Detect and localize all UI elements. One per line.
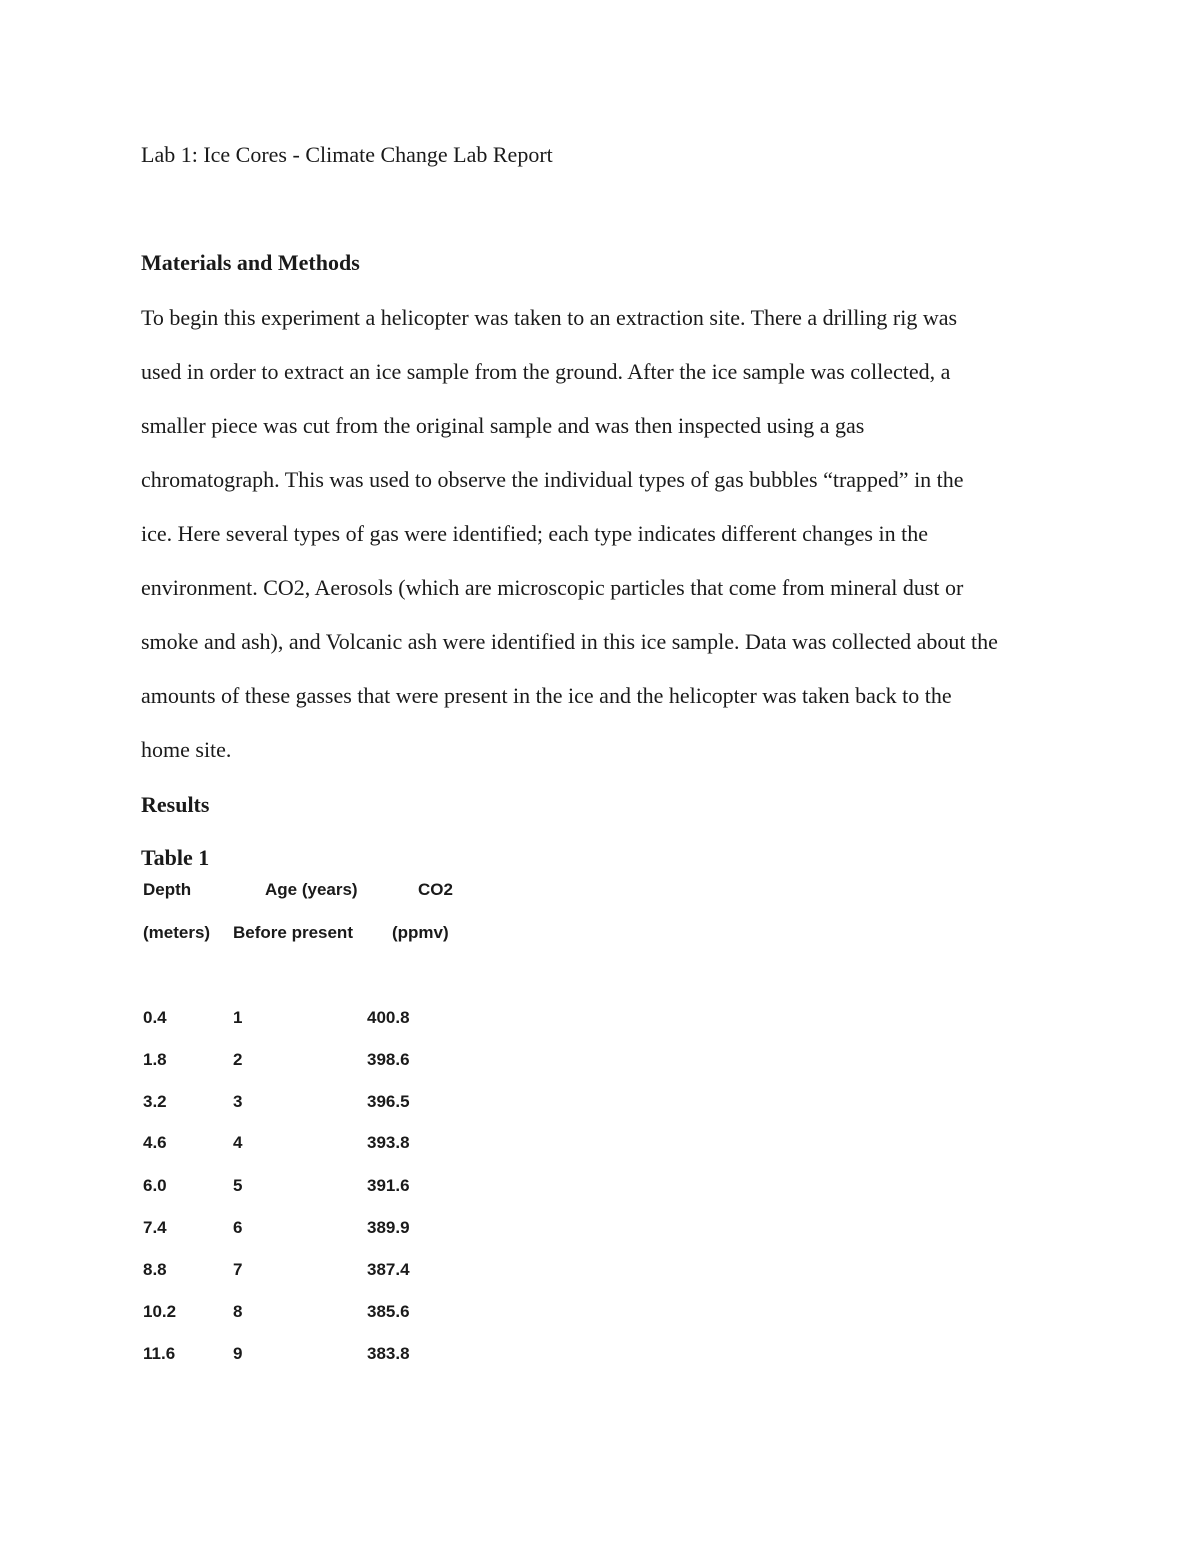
co2-cell: 396.5	[367, 1092, 410, 1111]
co2-cell: 389.9	[367, 1218, 410, 1237]
co2-cell: 391.6	[367, 1176, 410, 1195]
depth-cell: 6.0	[143, 1176, 167, 1195]
age-cell: 1	[233, 1008, 243, 1027]
paragraph-line: smaller piece was cut from the original sample and was then inspected using a gas	[141, 413, 865, 438]
paragraph-line: To begin this experiment a helicopter was taken to an extraction site. There a drilling rig was	[141, 305, 958, 330]
depth-cell: 11.6	[143, 1344, 176, 1363]
co2-cell: 387.4	[367, 1260, 410, 1279]
column-header-age-unit: Before present	[233, 923, 353, 942]
co2-cell: 385.6	[367, 1302, 410, 1321]
paragraph-line: ice. Here several types of gas were identified; each type indicates different changes in the	[141, 521, 928, 546]
column-header-co2: CO2	[418, 880, 453, 899]
document-title: Lab 1: Ice Cores - Climate Change Lab Report	[141, 142, 553, 167]
depth-cell: 0.4	[143, 1008, 167, 1027]
materials-methods-heading: Materials and Methods	[141, 250, 360, 275]
results-heading: Results	[141, 792, 210, 817]
age-cell: 9	[233, 1344, 243, 1363]
depth-cell: 3.2	[143, 1092, 167, 1111]
depth-cell: 1.8	[143, 1050, 167, 1069]
age-cell: 5	[233, 1176, 243, 1195]
co2-cell: 383.8	[367, 1344, 410, 1363]
paragraph-line: home site.	[141, 737, 232, 762]
co2-cell: 398.6	[367, 1050, 410, 1069]
age-cell: 2	[233, 1050, 243, 1069]
column-header-age: Age (years)	[265, 880, 358, 899]
table-caption: Table 1	[141, 845, 210, 870]
age-cell: 4	[233, 1133, 243, 1152]
co2-cell: 400.8	[367, 1008, 410, 1027]
column-header-depth: Depth	[143, 880, 192, 899]
depth-cell: 4.6	[143, 1133, 167, 1152]
column-header-co2-unit: (ppmv)	[392, 923, 449, 942]
depth-cell: 8.8	[143, 1260, 167, 1279]
co2-cell: 393.8	[367, 1133, 410, 1152]
paragraph-line: amounts of these gasses that were present in the ice and the helicopter was taken back to the	[141, 683, 952, 708]
paragraph-line: environment. CO2, Aerosols (which are microscopic particles that come from mineral dust or	[141, 575, 964, 600]
paragraph-line: chromatograph. This was used to observe the individual types of gas bubbles “trapped” in the	[141, 467, 964, 492]
paragraph-line: smoke and ash), and Volcanic ash were identified in this ice sample. Data was collected about the	[141, 629, 998, 654]
depth-cell: 7.4	[143, 1218, 167, 1237]
age-cell: 6	[233, 1218, 243, 1237]
depth-cell: 10.2	[143, 1302, 177, 1321]
age-cell: 8	[233, 1302, 243, 1321]
column-header-depth-unit: (meters)	[143, 923, 211, 942]
paragraph-line: used in order to extract an ice sample from the ground. After the ice sample was collected, a	[141, 359, 951, 384]
age-cell: 7	[233, 1260, 243, 1279]
age-cell: 3	[233, 1092, 243, 1111]
